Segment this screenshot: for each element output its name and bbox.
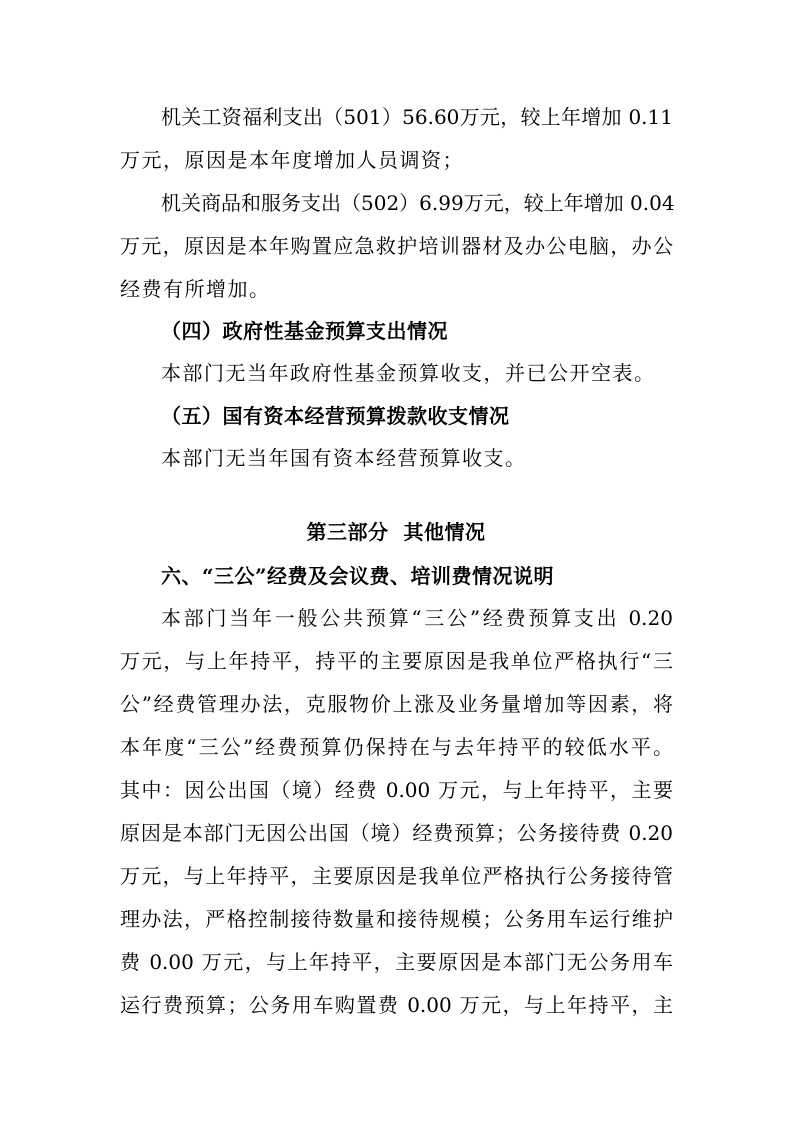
body-line: 本部门当年一般公共预算“三公”经费预算支出 0.20 [161, 606, 673, 630]
section-heading: （四）政府性基金预算支出情况 [161, 319, 448, 343]
body-line: 万元，与上年持平，主要原因是我单位严格执行公务接待管 [120, 864, 673, 888]
body-line: 万元，原因是本年购置应急救护培训器材及办公电脑，办公 [120, 234, 673, 258]
section-heading: （五）国有资本经营预算拨款收支情况 [161, 404, 510, 428]
part-title: 第三部分 其他情况 [306, 520, 486, 544]
body-line: 万元，与上年持平，持平的主要原因是我单位严格执行“三 [120, 649, 673, 673]
body-line: 理办法，严格控制接待数量和接待规模；公务用车运行维护 [120, 907, 673, 931]
body-line: 机关商品和服务支出（502）6.99万元，较上年增加 0.04 [161, 191, 675, 215]
body-line: 本年度“三公”经费预算仍保持在与去年持平的较低水平。 [120, 735, 673, 759]
body-line: 本部门无当年政府性基金预算收支，并已公开空表。 [161, 361, 656, 385]
body-line: 其中：因公出国（境）经费 0.00 万元，与上年持平，主要 [120, 778, 673, 802]
body-line: 经费有所增加。 [120, 277, 271, 301]
body-line: 运行费预算；公务用车购置费 0.00 万元，与上年持平，主 [120, 993, 673, 1017]
section-heading: 六、“三公”经费及会议费、培训费情况说明 [161, 564, 555, 588]
body-line: 机关工资福利支出（501）56.60万元，较上年增加 0.11 [161, 105, 673, 129]
body-line: 公”经费管理办法，克服物价上涨及业务量增加等因素，将 [120, 692, 673, 716]
body-line: 费 0.00 万元，与上年持平，主要原因是本部门无公务用车 [120, 950, 673, 974]
body-line: 原因是本部门无因公出国（境）经费预算；公务接待费 0.20 [120, 821, 673, 845]
body-line: 万元，原因是本年度增加人员调资； [120, 148, 464, 172]
body-line: 本部门无当年国有资本经营预算收支。 [161, 446, 527, 470]
